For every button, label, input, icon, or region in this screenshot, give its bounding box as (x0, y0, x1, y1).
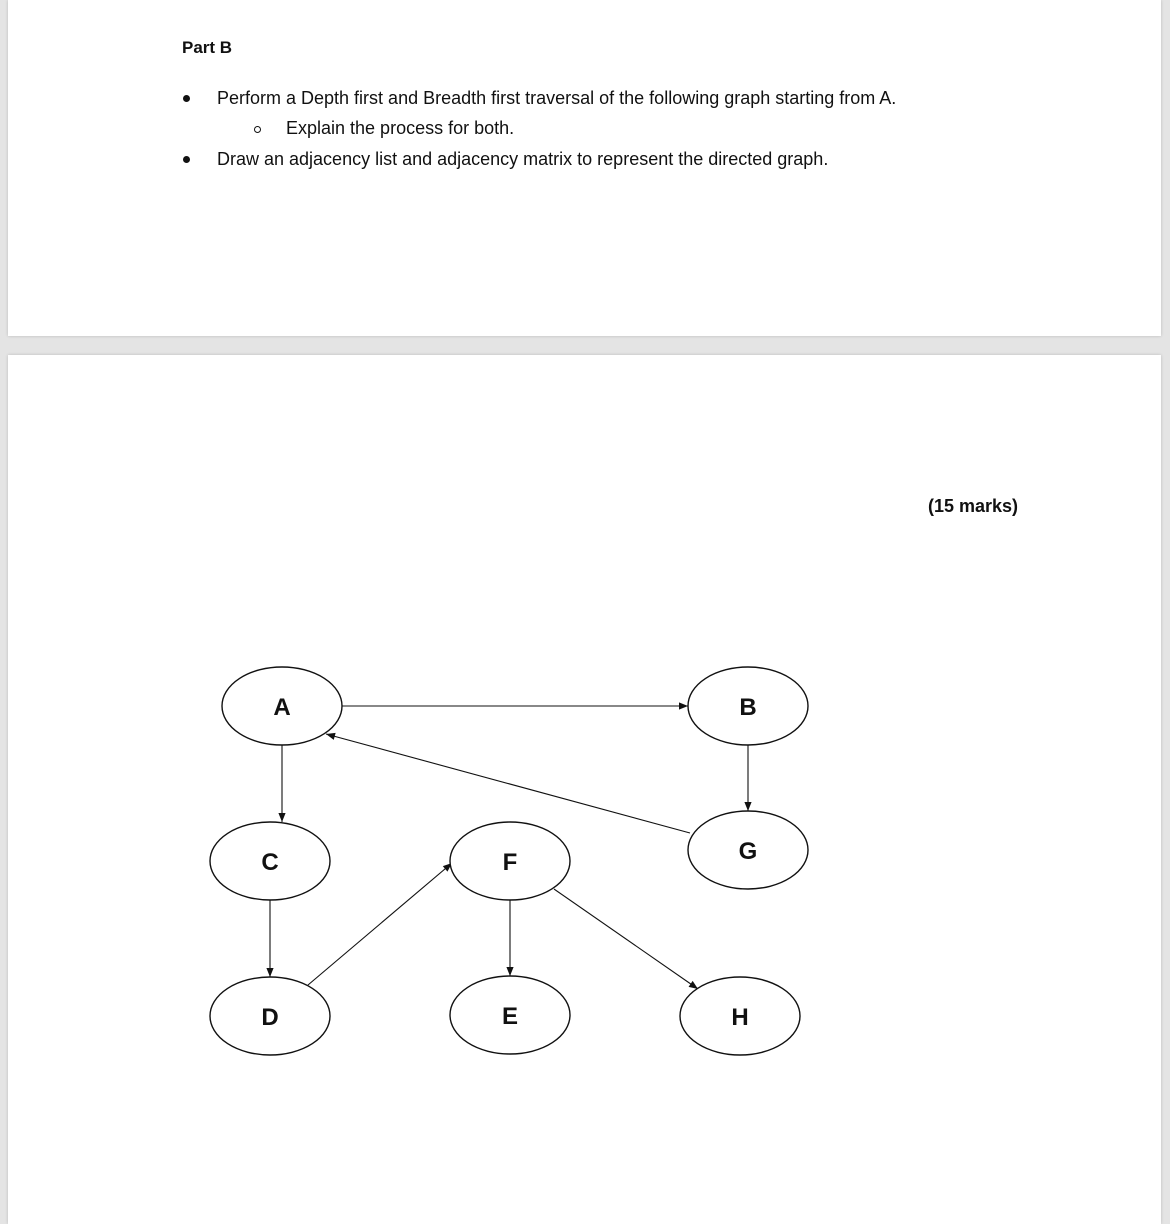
sub-bullet-circle-icon (254, 126, 261, 133)
node-label: E (501, 1003, 519, 1030)
edge-line (308, 863, 452, 985)
marks-label: (15 marks) (928, 496, 1019, 516)
node-label: C (261, 849, 279, 876)
arrowhead-icon (679, 702, 688, 709)
task-item-traversal: Perform a Depth first and Breadth first traversal of the following graph starting from A. (217, 88, 897, 108)
arrowhead-icon (744, 802, 751, 811)
arrowhead-icon (326, 733, 336, 740)
bullet-dot-icon (183, 156, 190, 163)
edge-g-to-a (326, 733, 690, 833)
graph-node-f (450, 822, 570, 900)
node-label: F (502, 849, 518, 876)
edge-b-to-g (744, 745, 751, 811)
task-item-adjacency: Draw an adjacency list and adjacency matrix to represent the directed graph. (217, 149, 829, 169)
node-label: B (739, 694, 757, 721)
edge-line (554, 889, 698, 989)
node-label: A (273, 694, 291, 721)
edge-line (326, 734, 690, 833)
edge-f-to-h (554, 889, 698, 989)
graph-node-g (688, 811, 808, 889)
node-label: D (261, 1004, 279, 1031)
task-subitem-explain: Explain the process for both. (286, 118, 515, 138)
arrowhead-icon (278, 813, 285, 822)
graph-node-e (450, 976, 570, 1054)
node-label: H (731, 1004, 749, 1031)
directed-graph-diagram (8, 355, 1161, 1224)
arrowhead-icon (506, 967, 513, 976)
section-heading: Part B (182, 38, 233, 57)
edge-d-to-f (308, 863, 452, 985)
edge-f-to-e (506, 900, 513, 976)
document-page-2 (8, 355, 1161, 1224)
graph-node-d (210, 977, 330, 1055)
node-label: G (738, 838, 758, 865)
graph-nodes (210, 667, 808, 1055)
arrowhead-icon (689, 981, 698, 989)
bullet-dot-icon (183, 95, 190, 102)
graph-node-c (210, 822, 330, 900)
edge-c-to-d (266, 900, 273, 977)
document-page-1 (8, 0, 1161, 336)
arrowhead-icon (266, 968, 273, 977)
edge-a-to-b (342, 702, 688, 709)
graph-node-h (680, 977, 800, 1055)
edge-a-to-c (278, 745, 285, 822)
graph-node-a (222, 667, 342, 745)
graph-node-b (688, 667, 808, 745)
